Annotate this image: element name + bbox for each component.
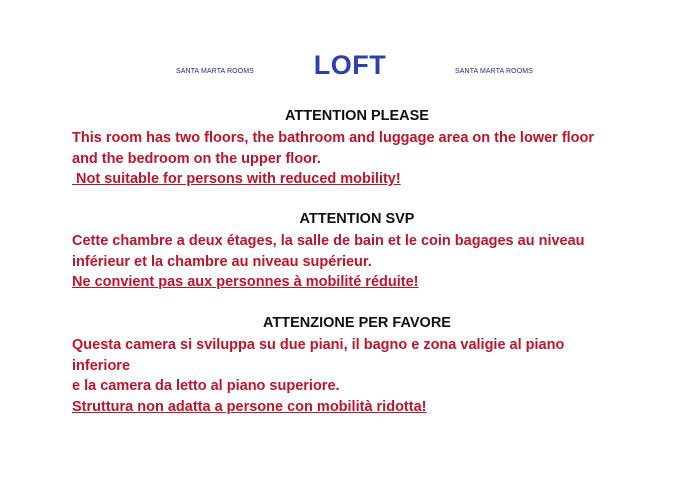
section-english xyxy=(72,106,642,190)
section-warning-text: Struttura non adatta a persone con mobilità ridotta! xyxy=(72,398,427,415)
section-heading: ATTENZIONE PER FAVORE xyxy=(263,315,451,331)
section-italian xyxy=(72,313,642,417)
page-title: LOFT xyxy=(313,50,387,80)
section-text-line: inferiore xyxy=(72,357,131,374)
section-french xyxy=(72,209,642,293)
section-text-line: Cette chambre a deux étages, la salle de bain et le coin bagages au niveau xyxy=(72,233,585,249)
section-warning-text: Ne convient pas aux personnes à mobilité réduite! xyxy=(72,274,419,290)
section-text-line: This room has two floors, the bathroom and luggage area on the lower floor xyxy=(72,130,595,146)
section-text-line: Questa camera si sviluppa su due piani, il bagno e zona valigie al piano xyxy=(72,337,565,353)
header-left-label: SANTA MARTA ROOMS xyxy=(176,68,254,75)
section-heading: ATTENTION SVP xyxy=(299,211,415,227)
section-text-line: e la camera da letto al piano superiore. xyxy=(72,378,340,394)
header-right-label: SANTA MARTA ROOMS xyxy=(455,68,533,75)
section-warning xyxy=(72,169,642,190)
section-warning xyxy=(72,272,642,293)
section-text-line: inférieur et la chambre au niveau supérieur. xyxy=(72,253,372,270)
section-warning-text: Not suitable for persons with reduced mobility! xyxy=(72,171,401,187)
section-heading: ATTENTION PLEASE xyxy=(285,108,429,124)
section-warning xyxy=(72,397,642,418)
section-text-line: and the bedroom on the upper floor. xyxy=(72,150,321,167)
